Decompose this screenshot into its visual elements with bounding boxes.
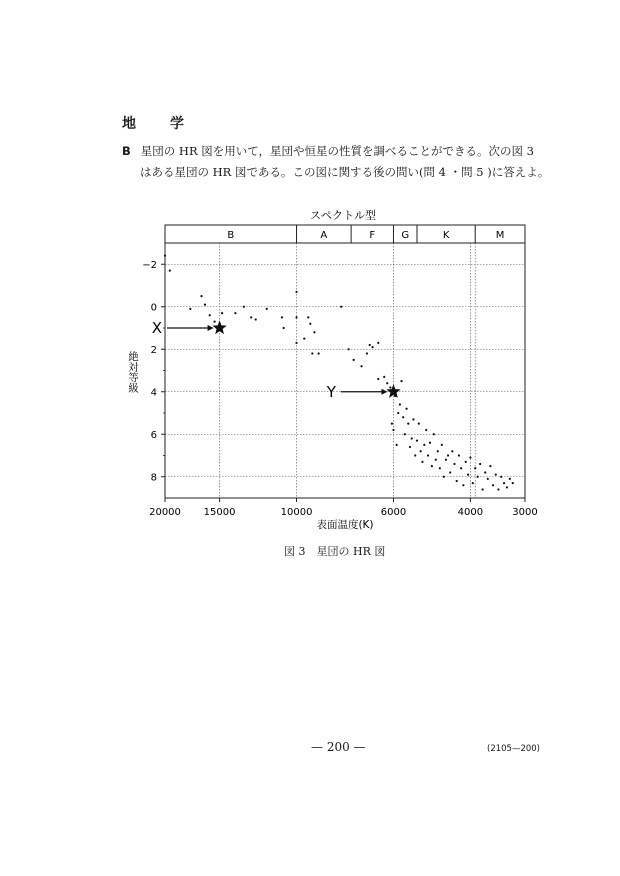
y-axis-ticks <box>142 260 165 484</box>
star-point <box>281 316 283 318</box>
star-point <box>169 270 171 272</box>
star-point <box>318 352 320 354</box>
y-tick-label: 8 <box>150 472 157 484</box>
figure-caption: 図 3 星団の HR 図 <box>284 545 386 558</box>
star-point <box>431 465 433 467</box>
star-point <box>371 346 373 348</box>
star-point <box>465 461 467 463</box>
x-axis-ticks <box>149 498 538 518</box>
question-text-1: 星団の HR 図を用いて，星団や恒星の性質を調べることができる。次の図 3 <box>140 144 535 158</box>
star-point <box>340 306 342 308</box>
star-point <box>443 476 445 478</box>
star-point <box>447 454 449 456</box>
star-point <box>404 433 406 435</box>
annotations <box>152 319 401 401</box>
star-point <box>437 450 439 452</box>
star-point <box>383 376 385 378</box>
star-point <box>495 474 497 476</box>
spectral-band-label: K <box>442 230 450 241</box>
star-point <box>445 459 447 461</box>
star-point <box>409 446 411 448</box>
x-tick-label: 3000 <box>512 507 538 518</box>
star-point <box>449 471 451 473</box>
x-tick-label: 20000 <box>149 507 181 518</box>
star-point <box>472 482 474 484</box>
star-point <box>189 308 191 310</box>
star-point <box>255 318 257 320</box>
star-point <box>283 327 285 329</box>
star-point <box>348 348 350 350</box>
star-point <box>295 291 297 293</box>
star-point <box>492 484 494 486</box>
star-point <box>303 338 305 340</box>
star-point <box>309 323 311 325</box>
star-point <box>420 450 422 452</box>
star-point <box>469 457 471 459</box>
star-point <box>377 378 379 380</box>
spectral-band-row <box>227 225 504 243</box>
star-point <box>453 463 455 465</box>
star-point <box>399 403 401 405</box>
y-tick-label: 6 <box>150 429 157 441</box>
star-point <box>427 454 429 456</box>
annotation-arrowhead <box>381 389 387 395</box>
star-point <box>423 444 425 446</box>
star-point <box>474 467 476 469</box>
star-point <box>392 429 394 431</box>
star-point <box>366 352 368 354</box>
star-point <box>482 488 484 490</box>
x-tick-label: 4000 <box>457 507 484 518</box>
star-point <box>418 423 420 425</box>
star-point <box>377 342 379 344</box>
star-point <box>204 304 206 306</box>
star-point <box>487 478 489 480</box>
star-point <box>506 486 508 488</box>
x-tick-label: 6000 <box>380 507 407 518</box>
star-point <box>213 321 215 323</box>
star-point <box>411 437 413 439</box>
subject-heading: 地 学 <box>122 116 194 132</box>
star-point <box>200 295 202 297</box>
star-point <box>489 465 491 467</box>
spectral-band-label: F <box>369 230 376 241</box>
star-point <box>509 478 511 480</box>
question-intro-line-2: はある星団の HR 図である。この図に関する後の問い(問 4 ・問 5 )に答えよ。 <box>140 165 550 179</box>
star-point <box>353 359 355 361</box>
annotation-label: Y <box>326 382 336 401</box>
chart-title: スペクトル型 <box>310 209 376 222</box>
star-point <box>435 459 437 461</box>
star-point <box>405 408 407 410</box>
star-point <box>460 467 462 469</box>
star-point <box>250 316 252 318</box>
star-point <box>407 423 409 425</box>
star-point <box>164 255 166 257</box>
star-point <box>462 484 464 486</box>
star-point <box>439 467 441 469</box>
spectral-band-label: B <box>227 230 235 241</box>
star-point <box>400 380 402 382</box>
star-point <box>484 471 486 473</box>
page-number: — 200 — <box>311 740 366 754</box>
star-point <box>266 308 268 310</box>
star-point <box>391 423 393 425</box>
star-point <box>441 444 443 446</box>
spectral-band-label: A <box>320 230 328 241</box>
star-point <box>425 429 427 431</box>
star-point <box>389 386 391 388</box>
star-point <box>295 342 297 344</box>
x-tick-label: 10000 <box>280 507 313 518</box>
star-point <box>397 412 399 414</box>
star-point <box>209 314 211 316</box>
star-point <box>307 316 309 318</box>
star-point <box>414 454 416 456</box>
y-tick-label: 4 <box>150 387 157 399</box>
star-point <box>467 474 469 476</box>
star-point <box>243 306 245 308</box>
star-point <box>221 312 223 314</box>
star-marker <box>386 384 400 398</box>
star-point <box>396 444 398 446</box>
star-point <box>386 382 388 384</box>
annotation-label: X <box>151 319 162 337</box>
question-id: B <box>122 144 131 158</box>
y-tick-label: 2 <box>150 344 157 356</box>
y-tick-label: 0 <box>150 302 157 314</box>
star-point <box>429 442 431 444</box>
star-point <box>311 352 313 354</box>
star-point <box>421 461 423 463</box>
x-axis-label: 表面温度(K) <box>316 519 374 531</box>
star-point <box>512 482 514 484</box>
star-point <box>234 312 236 314</box>
spectral-band-label: M <box>495 230 505 241</box>
page-code: (2105—200) <box>487 744 540 754</box>
star-point <box>458 454 460 456</box>
star-point <box>497 488 499 490</box>
star-point <box>479 463 481 465</box>
y-tick-label: −2 <box>142 259 157 271</box>
star-point <box>503 482 505 484</box>
star-point <box>500 476 502 478</box>
star-point <box>360 365 362 367</box>
annotation-arrowhead <box>208 325 214 331</box>
star-point <box>295 316 297 318</box>
y-axis-label: 絶対等級 <box>127 351 139 393</box>
spectral-band-label: G <box>401 230 410 241</box>
star-point <box>477 476 479 478</box>
star-point <box>433 433 435 435</box>
x-tick-label: 15000 <box>203 507 236 518</box>
star-point <box>456 480 458 482</box>
data-points <box>164 255 514 491</box>
star-point <box>416 440 418 442</box>
star-point <box>402 416 404 418</box>
star-point <box>313 331 315 333</box>
star-point <box>369 344 371 346</box>
star-point <box>412 418 414 420</box>
star-point <box>451 450 453 452</box>
